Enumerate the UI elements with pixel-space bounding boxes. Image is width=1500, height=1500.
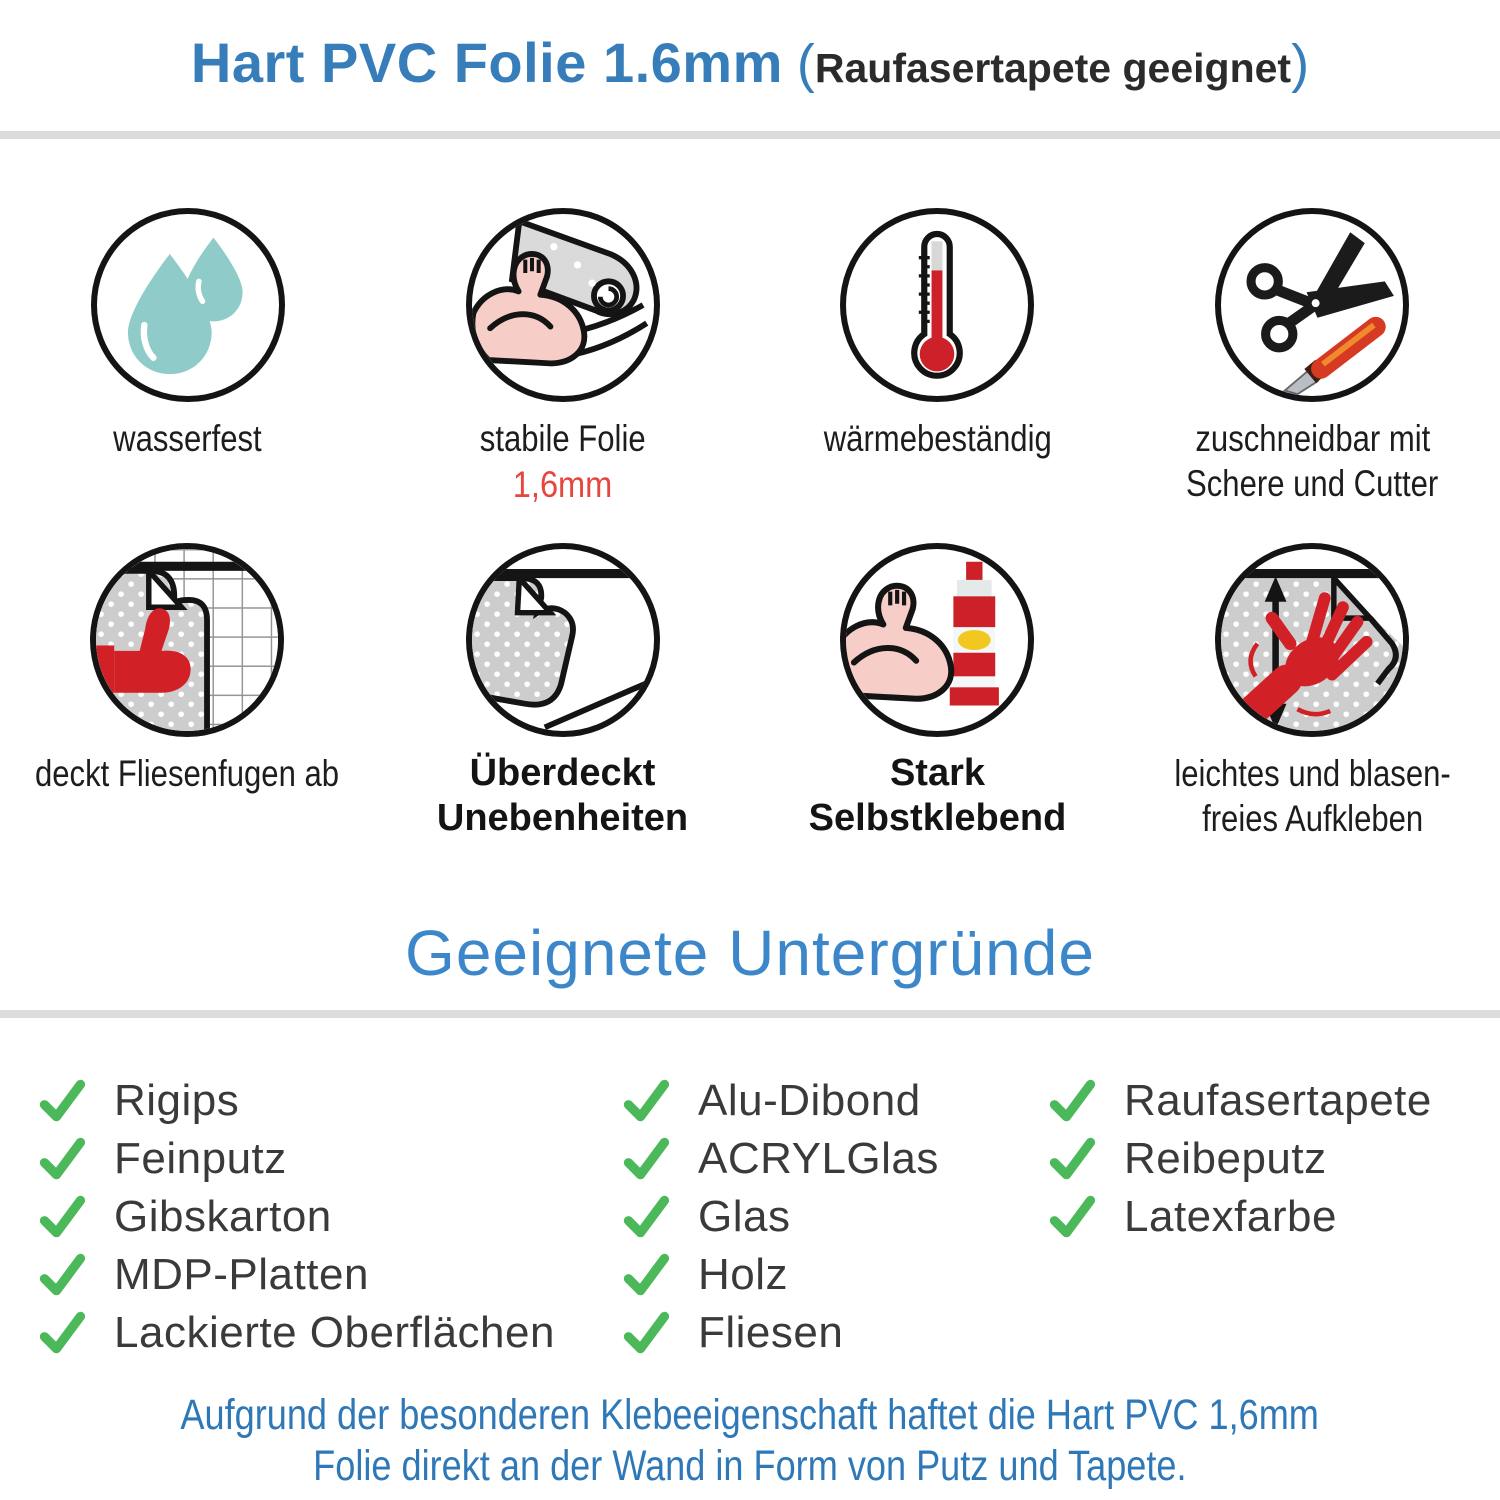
feature-fliesenfugen xyxy=(6,543,368,841)
feature-label-line2: Selbstklebend xyxy=(808,797,1067,839)
checkmark-icon xyxy=(38,1193,86,1241)
checkmark-icon xyxy=(1048,1193,1096,1241)
checkmark-icon xyxy=(38,1309,86,1357)
substrate-label: Latexfarbe xyxy=(1124,1192,1337,1241)
footer-line-1: Aufgrund der besonderen Klebeeigenschaft haftet die Hart PVC 1,6mm xyxy=(180,1391,1320,1439)
page-title xyxy=(0,30,1500,95)
section-heading-untergruende: Geeignete Untergründe xyxy=(405,917,1095,989)
feature-ueberdeckt xyxy=(437,543,688,841)
substrate-label: ACRYLGlas xyxy=(698,1134,939,1183)
substrate-label: Glas xyxy=(698,1192,791,1241)
substrate-label: Holz xyxy=(698,1250,789,1299)
feature-label-line2: Schere und Cutter xyxy=(1186,463,1439,504)
substrate-label: MDP-Platten xyxy=(114,1250,369,1299)
substrate-label: Fliesen xyxy=(698,1308,844,1357)
substrate-column-1 xyxy=(38,1072,555,1362)
checkmark-icon xyxy=(1048,1135,1096,1183)
substrate-item xyxy=(622,1072,939,1130)
feature-label: deckt Fliesenfugen ab xyxy=(35,753,340,794)
substrate-label: Gibskarton xyxy=(114,1192,332,1241)
feature-selbstklebend xyxy=(809,543,1067,841)
feature-sublabel-thickness: 1,6mm xyxy=(512,464,613,505)
substrate-label: Reibeputz xyxy=(1124,1134,1327,1183)
feature-label: Überdeckt xyxy=(469,752,656,794)
muscle-foil-icon xyxy=(466,208,660,402)
feature-label: stabile Folie xyxy=(479,418,646,459)
feature-label: Stark xyxy=(889,752,986,794)
feature-label-line2: freies Aufkleben xyxy=(1201,798,1424,839)
checkmark-icon xyxy=(622,1193,670,1241)
tile-thumb-up-icon xyxy=(90,543,284,737)
substrate-label: Feinputz xyxy=(114,1134,287,1183)
feature-blasenfrei xyxy=(1148,543,1477,841)
feature-label: zuschneidbar mit xyxy=(1195,418,1430,459)
substrate-item xyxy=(38,1130,555,1188)
checkmark-icon xyxy=(38,1251,86,1299)
title-main: Hart PVC Folie 1.6mm xyxy=(190,31,783,94)
substrate-item xyxy=(38,1304,555,1362)
checkmark-icon xyxy=(1048,1077,1096,1125)
hand-press-foil-icon xyxy=(1215,543,1409,737)
muscle-glue-tube-icon xyxy=(840,543,1034,737)
feature-wasserfest xyxy=(91,208,285,507)
feature-row-2 xyxy=(0,543,1500,841)
substrate-label: Lackierte Oberflächen xyxy=(114,1308,555,1357)
substrate-label: Alu-Dibond xyxy=(698,1076,921,1125)
substrate-column-3 xyxy=(1048,1072,1432,1246)
title-paren-close: ) xyxy=(1291,34,1310,94)
divider-top xyxy=(0,131,1500,139)
footer-note xyxy=(0,1390,1500,1492)
feature-waermebestaendig xyxy=(802,208,1073,507)
checkmark-icon xyxy=(38,1135,86,1183)
divider-middle xyxy=(0,1010,1500,1018)
scissors-cutter-icon xyxy=(1215,208,1409,402)
substrate-item xyxy=(1048,1130,1432,1188)
feature-row-1 xyxy=(0,208,1500,507)
feature-label: wärmebeständig xyxy=(823,418,1052,459)
feature-zuschneidbar xyxy=(1162,208,1462,507)
foil-cover-icon xyxy=(466,543,660,737)
checkmark-icon xyxy=(622,1077,670,1125)
checkmark-icon xyxy=(38,1077,86,1125)
substrate-item xyxy=(38,1188,555,1246)
substrate-item xyxy=(38,1072,555,1130)
checkmark-icon xyxy=(622,1251,670,1299)
substrate-label: Raufasertapete xyxy=(1124,1076,1432,1125)
title-paren-text: Raufasertapete geeignet xyxy=(814,45,1292,91)
footer-line-2: Folie direkt an der Wand in Form von Putz und Tapete. xyxy=(313,1442,1187,1490)
substrate-label: Rigips xyxy=(114,1076,240,1125)
substrate-item xyxy=(622,1304,939,1362)
substrate-item xyxy=(622,1130,939,1188)
title-paren-open: ( xyxy=(796,34,815,94)
substrate-item xyxy=(622,1188,939,1246)
feature-label-line2: Unebenheiten xyxy=(436,797,689,839)
checkmark-icon xyxy=(622,1309,670,1357)
checkmark-icon xyxy=(622,1135,670,1183)
water-drops-icon xyxy=(91,208,285,402)
feature-label: leichtes und blasen- xyxy=(1174,753,1451,794)
feature-stabile-folie xyxy=(464,208,661,507)
thermometer-icon xyxy=(840,208,1034,402)
substrate-item xyxy=(38,1246,555,1304)
substrate-item xyxy=(1048,1188,1432,1246)
substrate-item xyxy=(622,1246,939,1304)
feature-label: wasserfest xyxy=(113,418,262,459)
substrate-item xyxy=(1048,1072,1432,1130)
substrate-column-2 xyxy=(622,1072,939,1362)
